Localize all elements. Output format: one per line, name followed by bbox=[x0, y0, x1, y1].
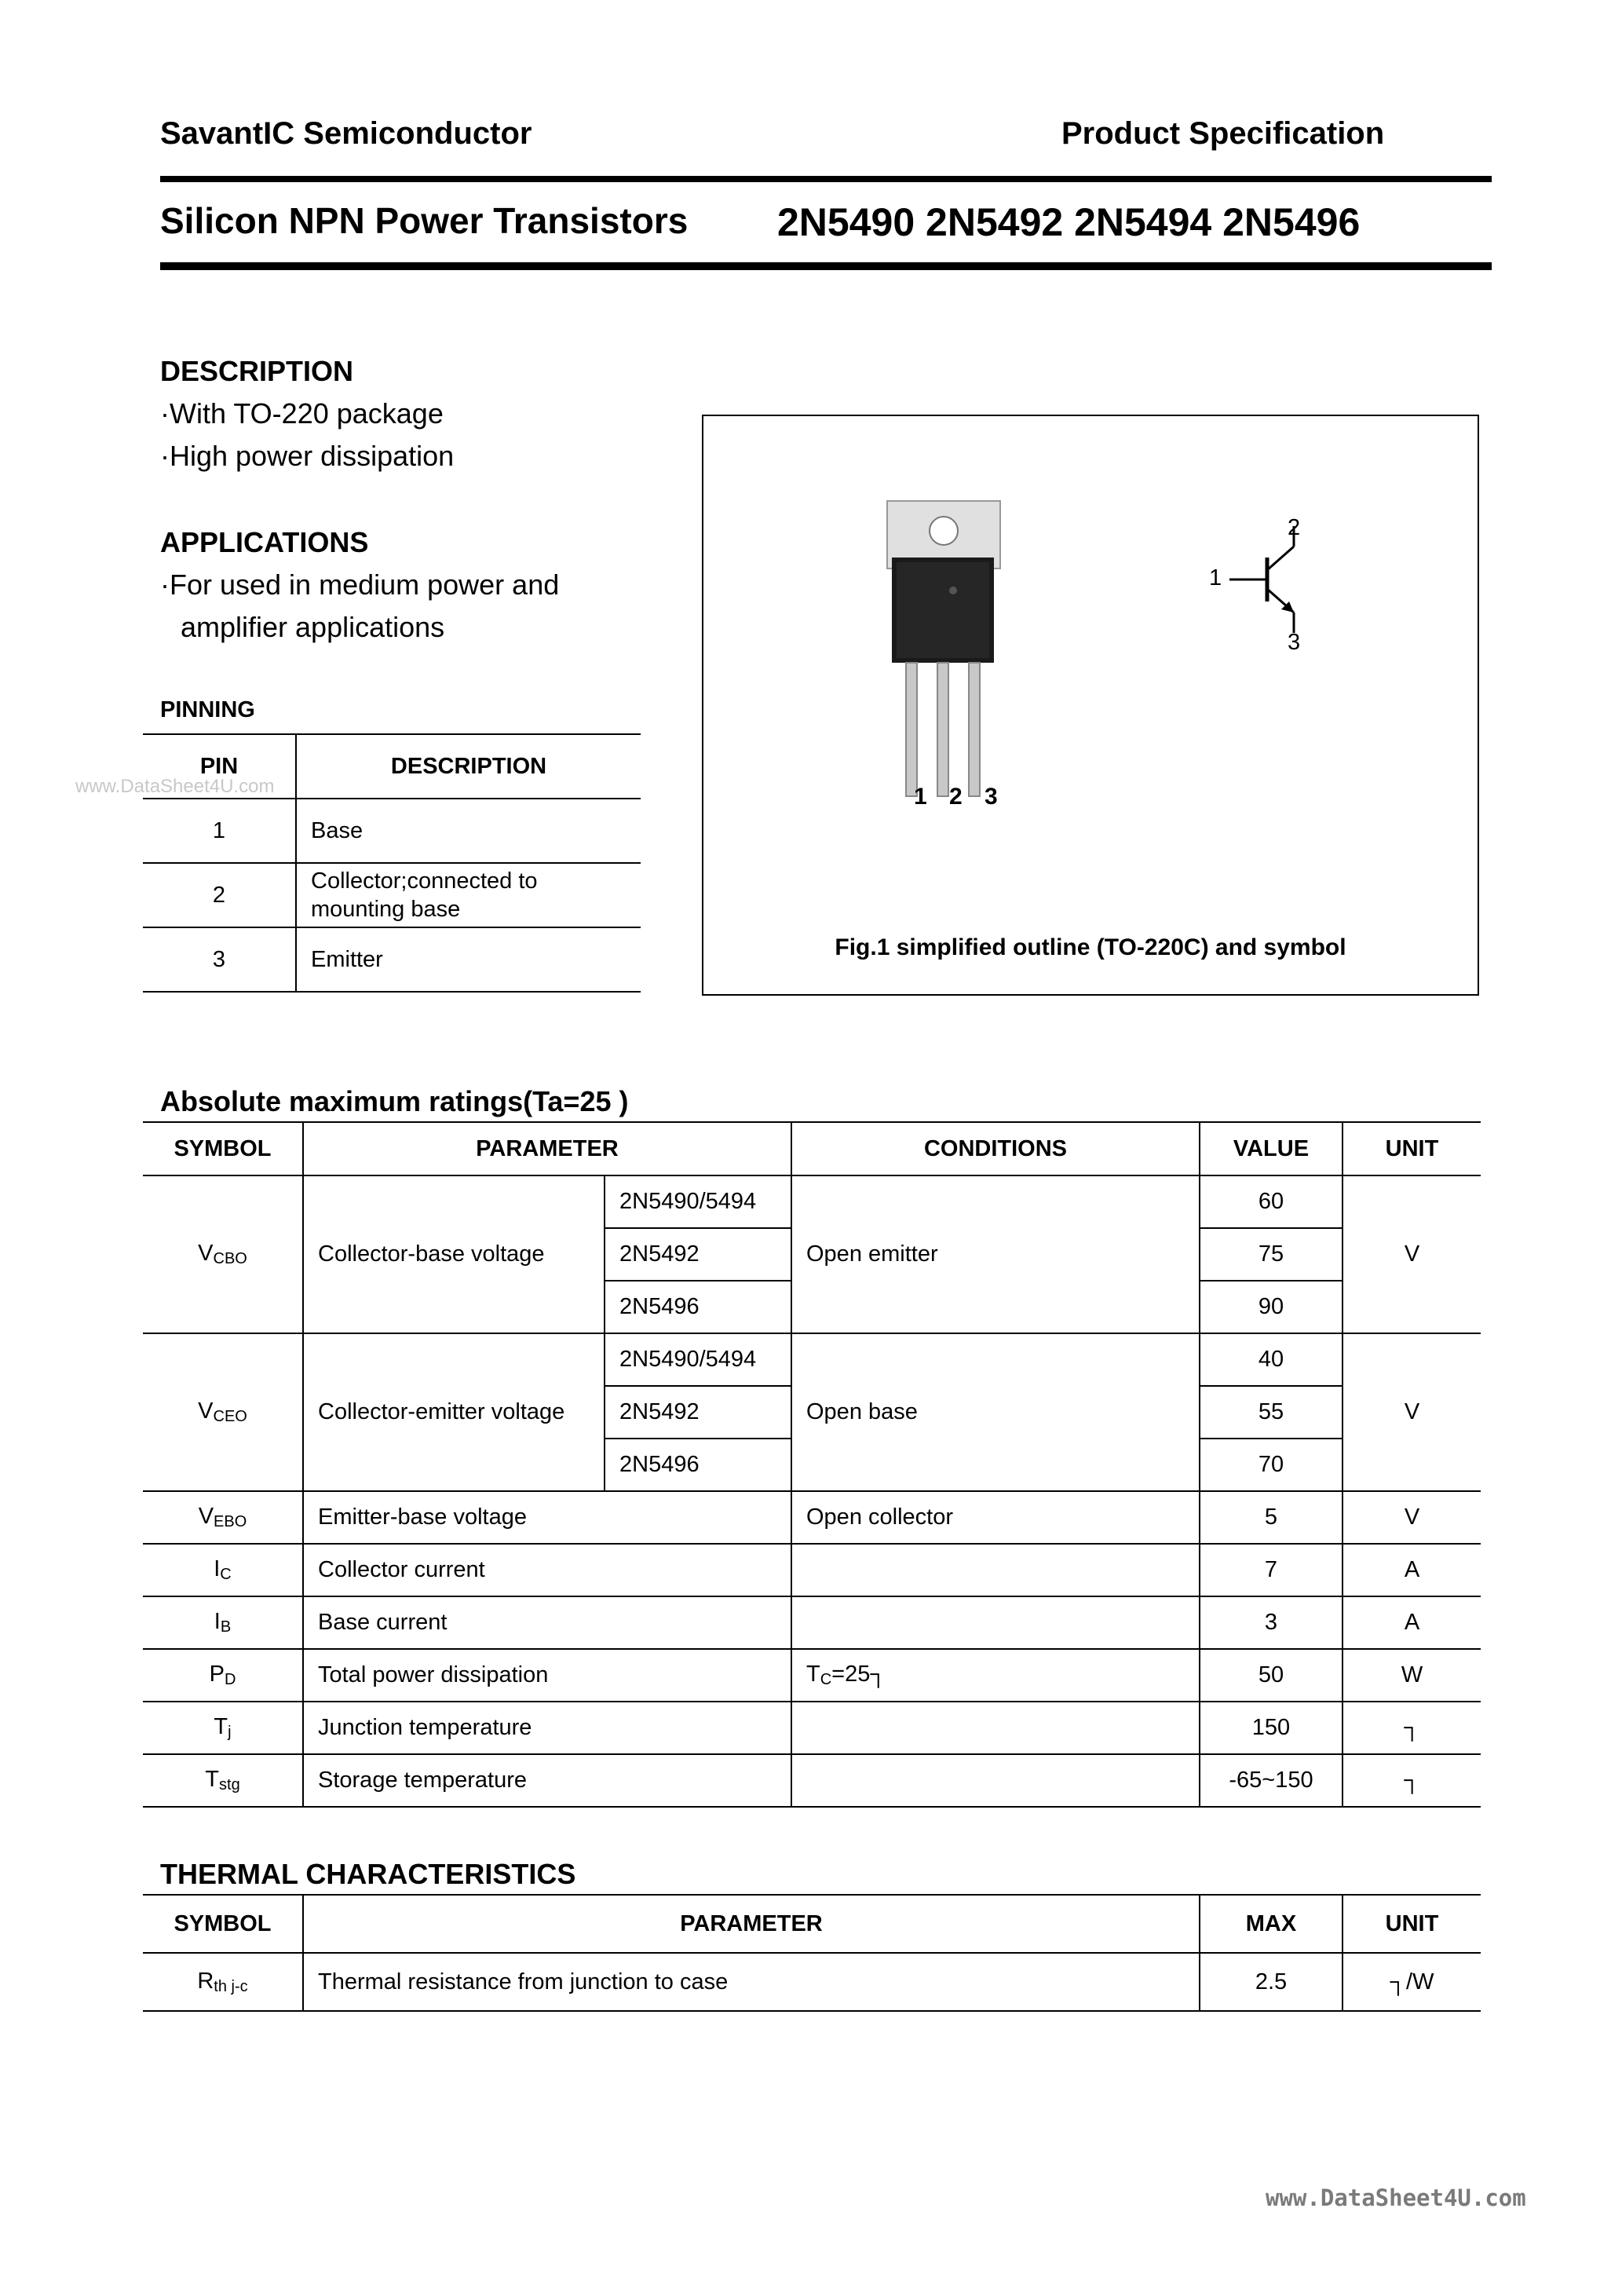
symbol-cell bbox=[143, 1649, 303, 1702]
symbol-text: V bbox=[198, 1398, 214, 1424]
pin-description-line: Collector;connected to bbox=[311, 868, 538, 894]
figure-box bbox=[702, 415, 1479, 996]
npn-transistor-symbol-icon bbox=[1206, 495, 1332, 667]
symbol-cell bbox=[143, 1544, 303, 1596]
symbol-subscript: EBO bbox=[214, 1513, 247, 1530]
doc-type: Product Specification bbox=[1061, 116, 1385, 151]
table-row bbox=[143, 1175, 1481, 1228]
unit-header: UNIT bbox=[1343, 1122, 1481, 1175]
part-cell: 2N5492 bbox=[605, 1386, 791, 1439]
value-cell: 60 bbox=[1200, 1175, 1343, 1228]
thermal-title: THERMAL CHARACTERISTICS bbox=[160, 1858, 576, 1890]
product-line: Silicon NPN Power Transistors bbox=[160, 200, 689, 241]
header-rule-bottom bbox=[160, 262, 1492, 270]
symbol-header: SYMBOL bbox=[143, 1895, 303, 1953]
symbol-text: P bbox=[209, 1662, 225, 1687]
abs-max-header-row bbox=[143, 1122, 1481, 1175]
symbol-cell bbox=[143, 1702, 303, 1754]
symbol-pin-label: 3 bbox=[1288, 630, 1301, 655]
symbol-cell bbox=[143, 1175, 303, 1333]
conditions-cell: Open emitter bbox=[791, 1175, 1200, 1333]
pin-number: 1 bbox=[143, 799, 296, 863]
conditions-header: CONDITIONS bbox=[791, 1122, 1200, 1175]
package-pin-labels: 1 2 3 bbox=[914, 784, 1006, 810]
company-name: SavantIC Semiconductor bbox=[160, 116, 532, 151]
symbol-cell bbox=[143, 1596, 303, 1649]
value-cell: 3 bbox=[1200, 1596, 1343, 1649]
table-row bbox=[143, 1544, 1481, 1596]
table-row bbox=[143, 1702, 1481, 1754]
part-cell: 2N5492 bbox=[605, 1228, 791, 1281]
table-row bbox=[143, 1754, 1481, 1807]
symbol-text: T bbox=[214, 1714, 228, 1739]
description-item: ·With TO-220 package bbox=[160, 397, 444, 430]
conditions-cell bbox=[791, 1754, 1200, 1807]
conditions-cell bbox=[791, 1596, 1200, 1649]
value-cell: 40 bbox=[1200, 1333, 1343, 1386]
pinning-header-row bbox=[143, 734, 641, 799]
symbol-subscript: CEO bbox=[213, 1408, 247, 1425]
pin-header: PIN bbox=[143, 734, 296, 799]
symbol-pin-label: 2 bbox=[1288, 515, 1301, 540]
figure-caption: Fig.1 simplified outline (TO-220C) and symbol bbox=[835, 934, 1346, 960]
parameter-header: PARAMETER bbox=[303, 1895, 1200, 1953]
unit-cell: ┐ bbox=[1343, 1754, 1481, 1807]
symbol-subscript: D bbox=[224, 1671, 236, 1688]
unit-cell: V bbox=[1343, 1491, 1481, 1544]
symbol-subscript: C bbox=[220, 1566, 232, 1583]
value-cell: 50 bbox=[1200, 1649, 1343, 1702]
pin-description-line: mounting base bbox=[311, 897, 461, 922]
symbol-cell bbox=[143, 1491, 303, 1544]
symbol-text: T bbox=[205, 1767, 220, 1792]
table-row bbox=[143, 1596, 1481, 1649]
conditions-cell: Open base bbox=[791, 1333, 1200, 1491]
symbol-header: SYMBOL bbox=[143, 1122, 303, 1175]
symbol-subscript: B bbox=[220, 1618, 232, 1636]
abs-max-title: Absolute maximum ratings(Ta=25 ) bbox=[160, 1085, 629, 1117]
parameter-cell: Collector-base voltage bbox=[303, 1175, 605, 1333]
value-cell: 150 bbox=[1200, 1702, 1343, 1754]
pinning-row bbox=[143, 863, 641, 927]
symbol-text: I bbox=[214, 1556, 221, 1581]
description-title: DESCRIPTION bbox=[160, 355, 354, 387]
value-cell: 90 bbox=[1200, 1281, 1343, 1333]
unit-cell: V bbox=[1343, 1175, 1481, 1333]
value-cell: 70 bbox=[1200, 1439, 1343, 1491]
symbol-subscript: CBO bbox=[213, 1250, 247, 1267]
symbol-cell bbox=[143, 1754, 303, 1807]
unit-cell: ┐/W bbox=[1343, 1953, 1481, 2011]
symbol-text: V bbox=[198, 1504, 214, 1529]
pinning-title: PINNING bbox=[160, 697, 255, 722]
description-item: ·High power dissipation bbox=[160, 440, 455, 472]
max-header: MAX bbox=[1200, 1895, 1343, 1953]
pin-number: 2 bbox=[143, 863, 296, 927]
applications-title: APPLICATIONS bbox=[160, 526, 369, 558]
watermark-bottom: www.DataSheet4U.com bbox=[1266, 2184, 1526, 2211]
header-rule-top bbox=[160, 176, 1492, 182]
pin-description: Emitter bbox=[296, 927, 641, 992]
symbol-subscript: stg bbox=[219, 1776, 240, 1793]
parameter-cell: Emitter-base voltage bbox=[303, 1491, 791, 1544]
symbol-text: V bbox=[198, 1241, 214, 1266]
symbol-subscript: j bbox=[228, 1724, 232, 1741]
part-cell: 2N5490/5494 bbox=[605, 1333, 791, 1386]
symbol-cell bbox=[143, 1333, 303, 1491]
condition-value: =25┐ bbox=[831, 1662, 886, 1687]
unit-cell: V bbox=[1343, 1333, 1481, 1491]
thermal-header-row bbox=[143, 1895, 1481, 1953]
conditions-cell bbox=[791, 1544, 1200, 1596]
to220-package-image bbox=[703, 416, 1478, 994]
pinning-row bbox=[143, 799, 641, 863]
condition-text: T bbox=[806, 1662, 820, 1687]
parameter-cell: Thermal resistance from junction to case bbox=[303, 1953, 1200, 2011]
abs-max-table bbox=[143, 1121, 1481, 1808]
parameter-cell: Storage temperature bbox=[303, 1754, 791, 1807]
part-cell: 2N5496 bbox=[605, 1439, 791, 1491]
value-header: VALUE bbox=[1200, 1122, 1343, 1175]
value-cell: -65~150 bbox=[1200, 1754, 1343, 1807]
symbol-cell bbox=[143, 1953, 303, 2011]
description-header: DESCRIPTION bbox=[296, 734, 641, 799]
symbol-pin-label: 1 bbox=[1209, 565, 1222, 590]
watermark-left: www.DataSheet4U.com bbox=[75, 776, 275, 797]
unit-cell: A bbox=[1343, 1596, 1481, 1649]
symbol-text: R bbox=[197, 1968, 214, 1994]
parameter-cell: Junction temperature bbox=[303, 1702, 791, 1754]
unit-cell: ┐ bbox=[1343, 1702, 1481, 1754]
conditions-cell bbox=[791, 1649, 1200, 1702]
part-numbers: 2N5490 2N5492 2N5494 2N5496 bbox=[777, 200, 1361, 244]
table-row bbox=[143, 1649, 1481, 1702]
table-row bbox=[143, 1953, 1481, 2011]
pin-description bbox=[296, 863, 641, 927]
value-cell: 5 bbox=[1200, 1491, 1343, 1544]
thermal-table bbox=[143, 1894, 1481, 2012]
pinning-row bbox=[143, 927, 641, 992]
pinning-table bbox=[143, 733, 641, 993]
unit-cell: W bbox=[1343, 1649, 1481, 1702]
condition-subscript: C bbox=[820, 1671, 832, 1688]
conditions-cell bbox=[791, 1702, 1200, 1754]
applications-line: ·For used in medium power and bbox=[160, 569, 560, 601]
unit-header: UNIT bbox=[1343, 1895, 1481, 1953]
applications-line: amplifier applications bbox=[181, 611, 445, 643]
parameter-cell: Collector-emitter voltage bbox=[303, 1333, 605, 1491]
conditions-cell: Open collector bbox=[791, 1491, 1200, 1544]
value-cell: 75 bbox=[1200, 1228, 1343, 1281]
unit-cell: A bbox=[1343, 1544, 1481, 1596]
pin-description: Base bbox=[296, 799, 641, 863]
parameter-header: PARAMETER bbox=[303, 1122, 791, 1175]
parameter-cell: Total power dissipation bbox=[303, 1649, 791, 1702]
table-row bbox=[143, 1333, 1481, 1386]
value-cell: 7 bbox=[1200, 1544, 1343, 1596]
value-cell: 55 bbox=[1200, 1386, 1343, 1439]
part-cell: 2N5490/5494 bbox=[605, 1175, 791, 1228]
symbol-subscript: th j-c bbox=[214, 1977, 248, 1995]
pin-number: 3 bbox=[143, 927, 296, 992]
part-cell: 2N5496 bbox=[605, 1281, 791, 1333]
table-row bbox=[143, 1491, 1481, 1544]
max-cell: 2.5 bbox=[1200, 1953, 1343, 2011]
parameter-cell: Collector current bbox=[303, 1544, 791, 1596]
parameter-cell: Base current bbox=[303, 1596, 791, 1649]
symbol-text: I bbox=[214, 1609, 221, 1634]
